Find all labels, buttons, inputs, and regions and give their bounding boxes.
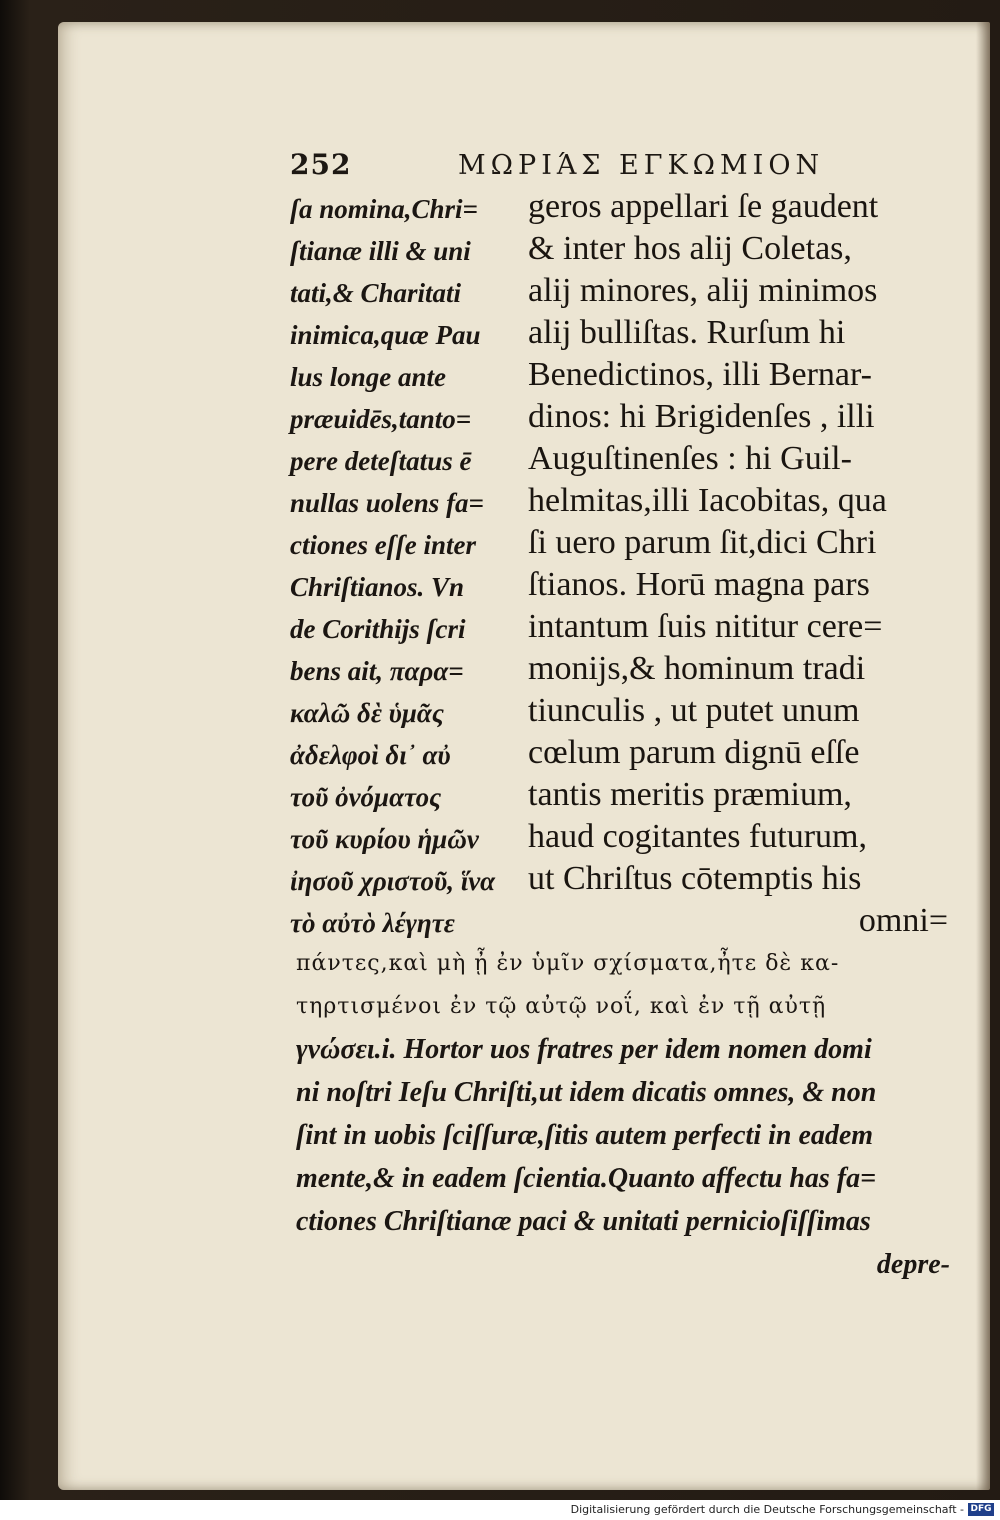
margin-note-greek-line: τοῦ ὀνόματος — [290, 782, 442, 812]
margin-note-line: de Corithijs ſcri — [290, 614, 466, 644]
margin-note-line: inimica,quæ Pau — [290, 320, 481, 350]
catchword: depre- — [876, 1249, 950, 1280]
main-text-line: dinos: hi Brigidenſes , illi — [528, 398, 875, 435]
margin-note-line: nullas uolens fa= — [290, 488, 484, 518]
full-width-text-block — [296, 942, 950, 1286]
greek-quotation-line: τηρτισμένοι ἐν τῷ αὐτῷ νοΐ, καὶ ἐν τῇ αὐτῇ — [296, 994, 827, 1019]
main-text-line: omni= — [858, 902, 948, 939]
translation-line: ctiones Chriſtianæ paci & unitati pernicioſiſſimas — [296, 1206, 871, 1237]
main-text-line: intantum ſuis nititur cere= — [528, 608, 883, 645]
dfg-logo: DFG — [968, 1503, 994, 1516]
page-header-title: ΜΩΡΙΆΣ ΕΓΚΩΜΙΟΝ — [458, 150, 825, 181]
main-text-line: monijs,& hominum tradi — [528, 650, 866, 687]
margin-note-line: ſtianæ illi & uni — [290, 236, 471, 266]
translation-line: mente,& in eadem ſcientia.Quanto affectu has fa= — [296, 1163, 877, 1194]
margin-note-greek-line: τὸ αὐτὸ λέγητε — [290, 908, 455, 938]
main-text-line: Benedictinos, illi Bernar- — [528, 356, 872, 393]
main-text-line: haud cogitantes futurum, — [528, 818, 867, 855]
margin-note-column — [290, 188, 518, 944]
main-text-line: geros appellari ſe gaudent — [528, 188, 879, 225]
margin-note-line: pere deteſtatus ē — [290, 446, 472, 476]
main-text-line: alij minores, alij minimos — [528, 272, 878, 309]
main-text-line: alij bulliſtas. Rurſum hi — [528, 314, 846, 351]
main-text-line: tiunculis , ut putet unum — [528, 692, 860, 729]
main-text-line: ſtianos. Horū magna pars — [528, 566, 870, 603]
translation-line: ſint in uobis ſciſſuræ,ſitis autem perfecti in eadem — [296, 1120, 874, 1151]
translation-line: ni noſtri Ieſu Chriſti,ut idem dicatis omnes, & non — [296, 1077, 877, 1108]
margin-note-greek-line: ἀδελφοὶ δι᾽ αὐ — [290, 740, 451, 770]
translation-line: γνώσει.i. Hortor uos fratres per idem nomen domi — [296, 1034, 872, 1065]
page-edge-shadow — [976, 22, 990, 1490]
main-text-line: helmitas,illi Iacobitas, qua — [528, 482, 887, 519]
main-text-line: tantis meritis præmium, — [528, 776, 852, 813]
margin-note-greek-line: καλῶ δὲ ὑμᾶς — [290, 698, 444, 728]
main-text-line: ut Chriſtus cōtemptis his — [528, 860, 862, 897]
running-head — [290, 148, 850, 188]
greek-quotation-line: πάντες,καὶ μὴ ᾖ ἐν ὑμῖν σχίσματα,ἦτε δὲ κα- — [296, 951, 840, 976]
digitization-footer — [0, 1500, 1000, 1520]
margin-note-line: bens ait, παρα= — [290, 656, 464, 686]
margin-note-line: ctiones eſſe inter — [290, 530, 476, 560]
main-text-line: & inter hos alij Coletas, — [528, 230, 852, 267]
margin-note-greek-line: τοῦ κυρίου ἡμῶν — [290, 824, 479, 854]
margin-note-line: præuidēs,tanto= — [290, 404, 472, 434]
main-text-line: Auguſtinenſes : hi Guil- — [528, 440, 852, 477]
margin-note-greek-line: ἰησοῦ χριστοῦ, ἵνα — [290, 866, 496, 896]
page-number: 252 — [290, 148, 352, 181]
margin-note-line: ſa nomina,Chri= — [290, 194, 478, 224]
funding-credit: Digitalisierung gefördert durch die Deutsche Forschungsgemeinschaft - — [570, 1503, 964, 1516]
margin-note-line: lus longe ante — [290, 362, 447, 392]
main-text-line: ſi uero parum ſit,dici Chri — [528, 524, 877, 561]
margin-note-line: Chriſtianos. Vn — [290, 572, 465, 602]
main-text-line: cœlum parum dignū eſſe — [528, 734, 860, 771]
main-text-column — [528, 186, 948, 942]
margin-note-line: tati,& Charitati — [290, 278, 462, 308]
